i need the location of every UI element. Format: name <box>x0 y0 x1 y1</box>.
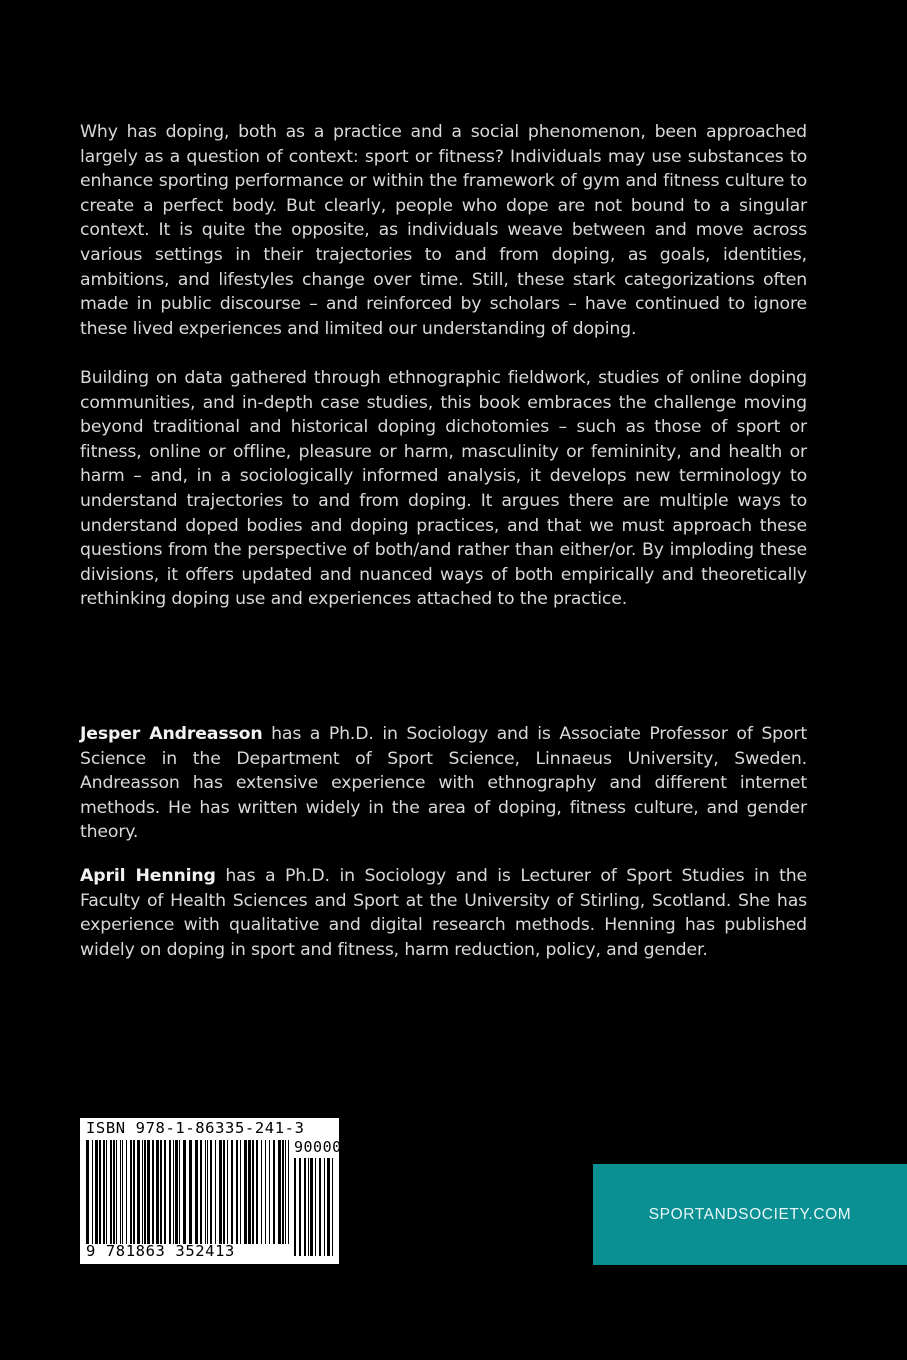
barcode-bar <box>106 1140 107 1244</box>
author-name-2: April Henning <box>80 866 216 886</box>
barcode-bar <box>256 1140 258 1244</box>
barcode-bar <box>92 1140 93 1244</box>
barcode-bar <box>142 1140 143 1244</box>
barcode-bar <box>261 1140 262 1244</box>
barcode-bar <box>133 1140 135 1244</box>
barcode-bar <box>156 1140 159 1244</box>
author-bio-2 <box>80 864 807 962</box>
barcode-bar <box>179 1140 180 1244</box>
barcode-bar <box>173 1140 174 1244</box>
barcode-bar <box>175 1140 178 1244</box>
barcode-bar <box>122 1140 123 1244</box>
barcode-bar <box>244 1140 247 1244</box>
barcode-bar <box>160 1140 162 1244</box>
barcode-bar <box>189 1140 192 1244</box>
barcode-bar <box>310 1158 313 1256</box>
price-code: 90000 <box>294 1138 342 1156</box>
barcode-bar <box>327 1158 330 1256</box>
barcode-bar <box>248 1140 251 1244</box>
barcode-bar <box>273 1140 275 1244</box>
barcode-bar <box>304 1158 306 1256</box>
author-bio-text-1: has a Ph.D. in Sociology and is Associate Professor of Sport Science in the Department of Sport Science, Linnaeus University, Sweden. Andreasson has extensive experience with ethnography and different internet methods. He has written widely in the area of doping, fitness culture, and gender theory. <box>80 724 807 843</box>
author-bio-text-2: has a Ph.D. in Sociology and is Lecturer of Sport Studies in the Faculty of Health Sciences and Sport at the University of Stirling, Scotland. She has experience with qualitative and digital research methods. Henning has published widely on doping in sport and fitness, harm reduction, policy, and gender. <box>80 866 807 960</box>
barcode-bar <box>110 1140 112 1244</box>
barcode-bar <box>169 1140 171 1244</box>
barcode-bar <box>231 1140 233 1244</box>
barcode-bar <box>223 1140 225 1244</box>
barcode-bar <box>164 1140 166 1244</box>
barcode-bar <box>152 1140 154 1244</box>
barcode-bar <box>95 1140 98 1244</box>
barcode-bar <box>130 1140 132 1244</box>
barcode-bar <box>227 1140 228 1244</box>
author-name-1: Jesper Andreasson <box>80 724 263 744</box>
barcode-bar <box>113 1140 115 1244</box>
barcode-bar <box>195 1140 198 1244</box>
barcode-bar <box>200 1140 202 1244</box>
barcode-bar <box>116 1140 117 1244</box>
description-paragraph-1: Why has doping, both as a practice and a social phenomenon, been approached largely as a question of context: sport or fitness? Individuals may use substances to enhance sporting performance or within the framework of gym and fitness culture to create a perfect body. But clearly, people who dope are not bound to a singular context. It is quite the opposite, as individuals weave between and move across various settings in their trajectories to and from doping, as goals, identities, ambitions, and lifestyles change over time. Still, these stark categorizations often made in public discourse – and reinforced by scholars – have continued to ignore these lived experiences and limited our understanding of doping. <box>80 122 807 339</box>
barcode-bar <box>183 1140 186 1244</box>
barcode-bar <box>319 1158 321 1256</box>
barcode-bar <box>219 1140 222 1244</box>
barcode-bar <box>278 1140 281 1244</box>
barcode-bar <box>215 1140 216 1244</box>
barcode-bar <box>299 1158 301 1256</box>
barcode-bar <box>236 1140 238 1244</box>
barcode-bars <box>86 1140 290 1244</box>
barcode-bar <box>120 1140 121 1244</box>
barcode-bar <box>269 1140 270 1244</box>
barcode-bar <box>252 1140 254 1244</box>
barcode-bar <box>288 1140 289 1244</box>
barcode-bar <box>294 1158 296 1256</box>
website-panel <box>593 1164 907 1265</box>
isbn-barcode <box>80 1118 342 1264</box>
barcode-bar <box>285 1140 286 1244</box>
barcode-bar <box>315 1158 316 1256</box>
barcode-bar <box>324 1158 325 1256</box>
description-paragraph-2: Building on data gathered through ethnographic fieldwork, studies of online doping communities, and in-depth case studies, this book embraces the challenge moving beyond traditional and historical doping dichotomies – such as those of sport or fitness, online or offline, pleasure or harm, masculinity or femininity, and health or harm – and, in a sociologically informed analysis, it develops new terminology to understand trajectories to and from doping. It argues there are multiple ways to understand doped bodies and doping practices, and that we must approach these questions from the perspective of both/and rather than either/or. By imploding these divisions, it offers updated and nuanced ways of both empirically and theoretically rethinking doping use and experiences attached to the practice. <box>80 368 807 610</box>
barcode-bar <box>308 1158 309 1256</box>
barcode-bar <box>265 1140 266 1244</box>
addon-barcode-bars <box>294 1158 334 1256</box>
barcode-bar <box>205 1140 206 1244</box>
barcode-bar <box>126 1140 127 1244</box>
barcode-bar <box>332 1158 333 1256</box>
isbn-label: ISBN 978-1-86335-241-3 <box>86 1119 305 1137</box>
barcode-bar <box>137 1140 140 1244</box>
website-url[interactable]: SPORTANDSOCIETY.COM <box>648 1205 852 1223</box>
barcode-bar <box>282 1140 284 1244</box>
barcode-bar <box>210 1140 212 1244</box>
author-bio-1 <box>80 722 807 845</box>
barcode-bar <box>207 1140 208 1244</box>
ean-digits: 9 781863 352413 <box>86 1242 235 1260</box>
barcode-bar <box>144 1140 146 1244</box>
barcode-bar <box>240 1140 241 1244</box>
barcode-bar <box>103 1140 105 1244</box>
barcode-bar <box>86 1140 89 1244</box>
barcode-bar <box>147 1140 150 1244</box>
barcode-bar <box>99 1140 101 1244</box>
